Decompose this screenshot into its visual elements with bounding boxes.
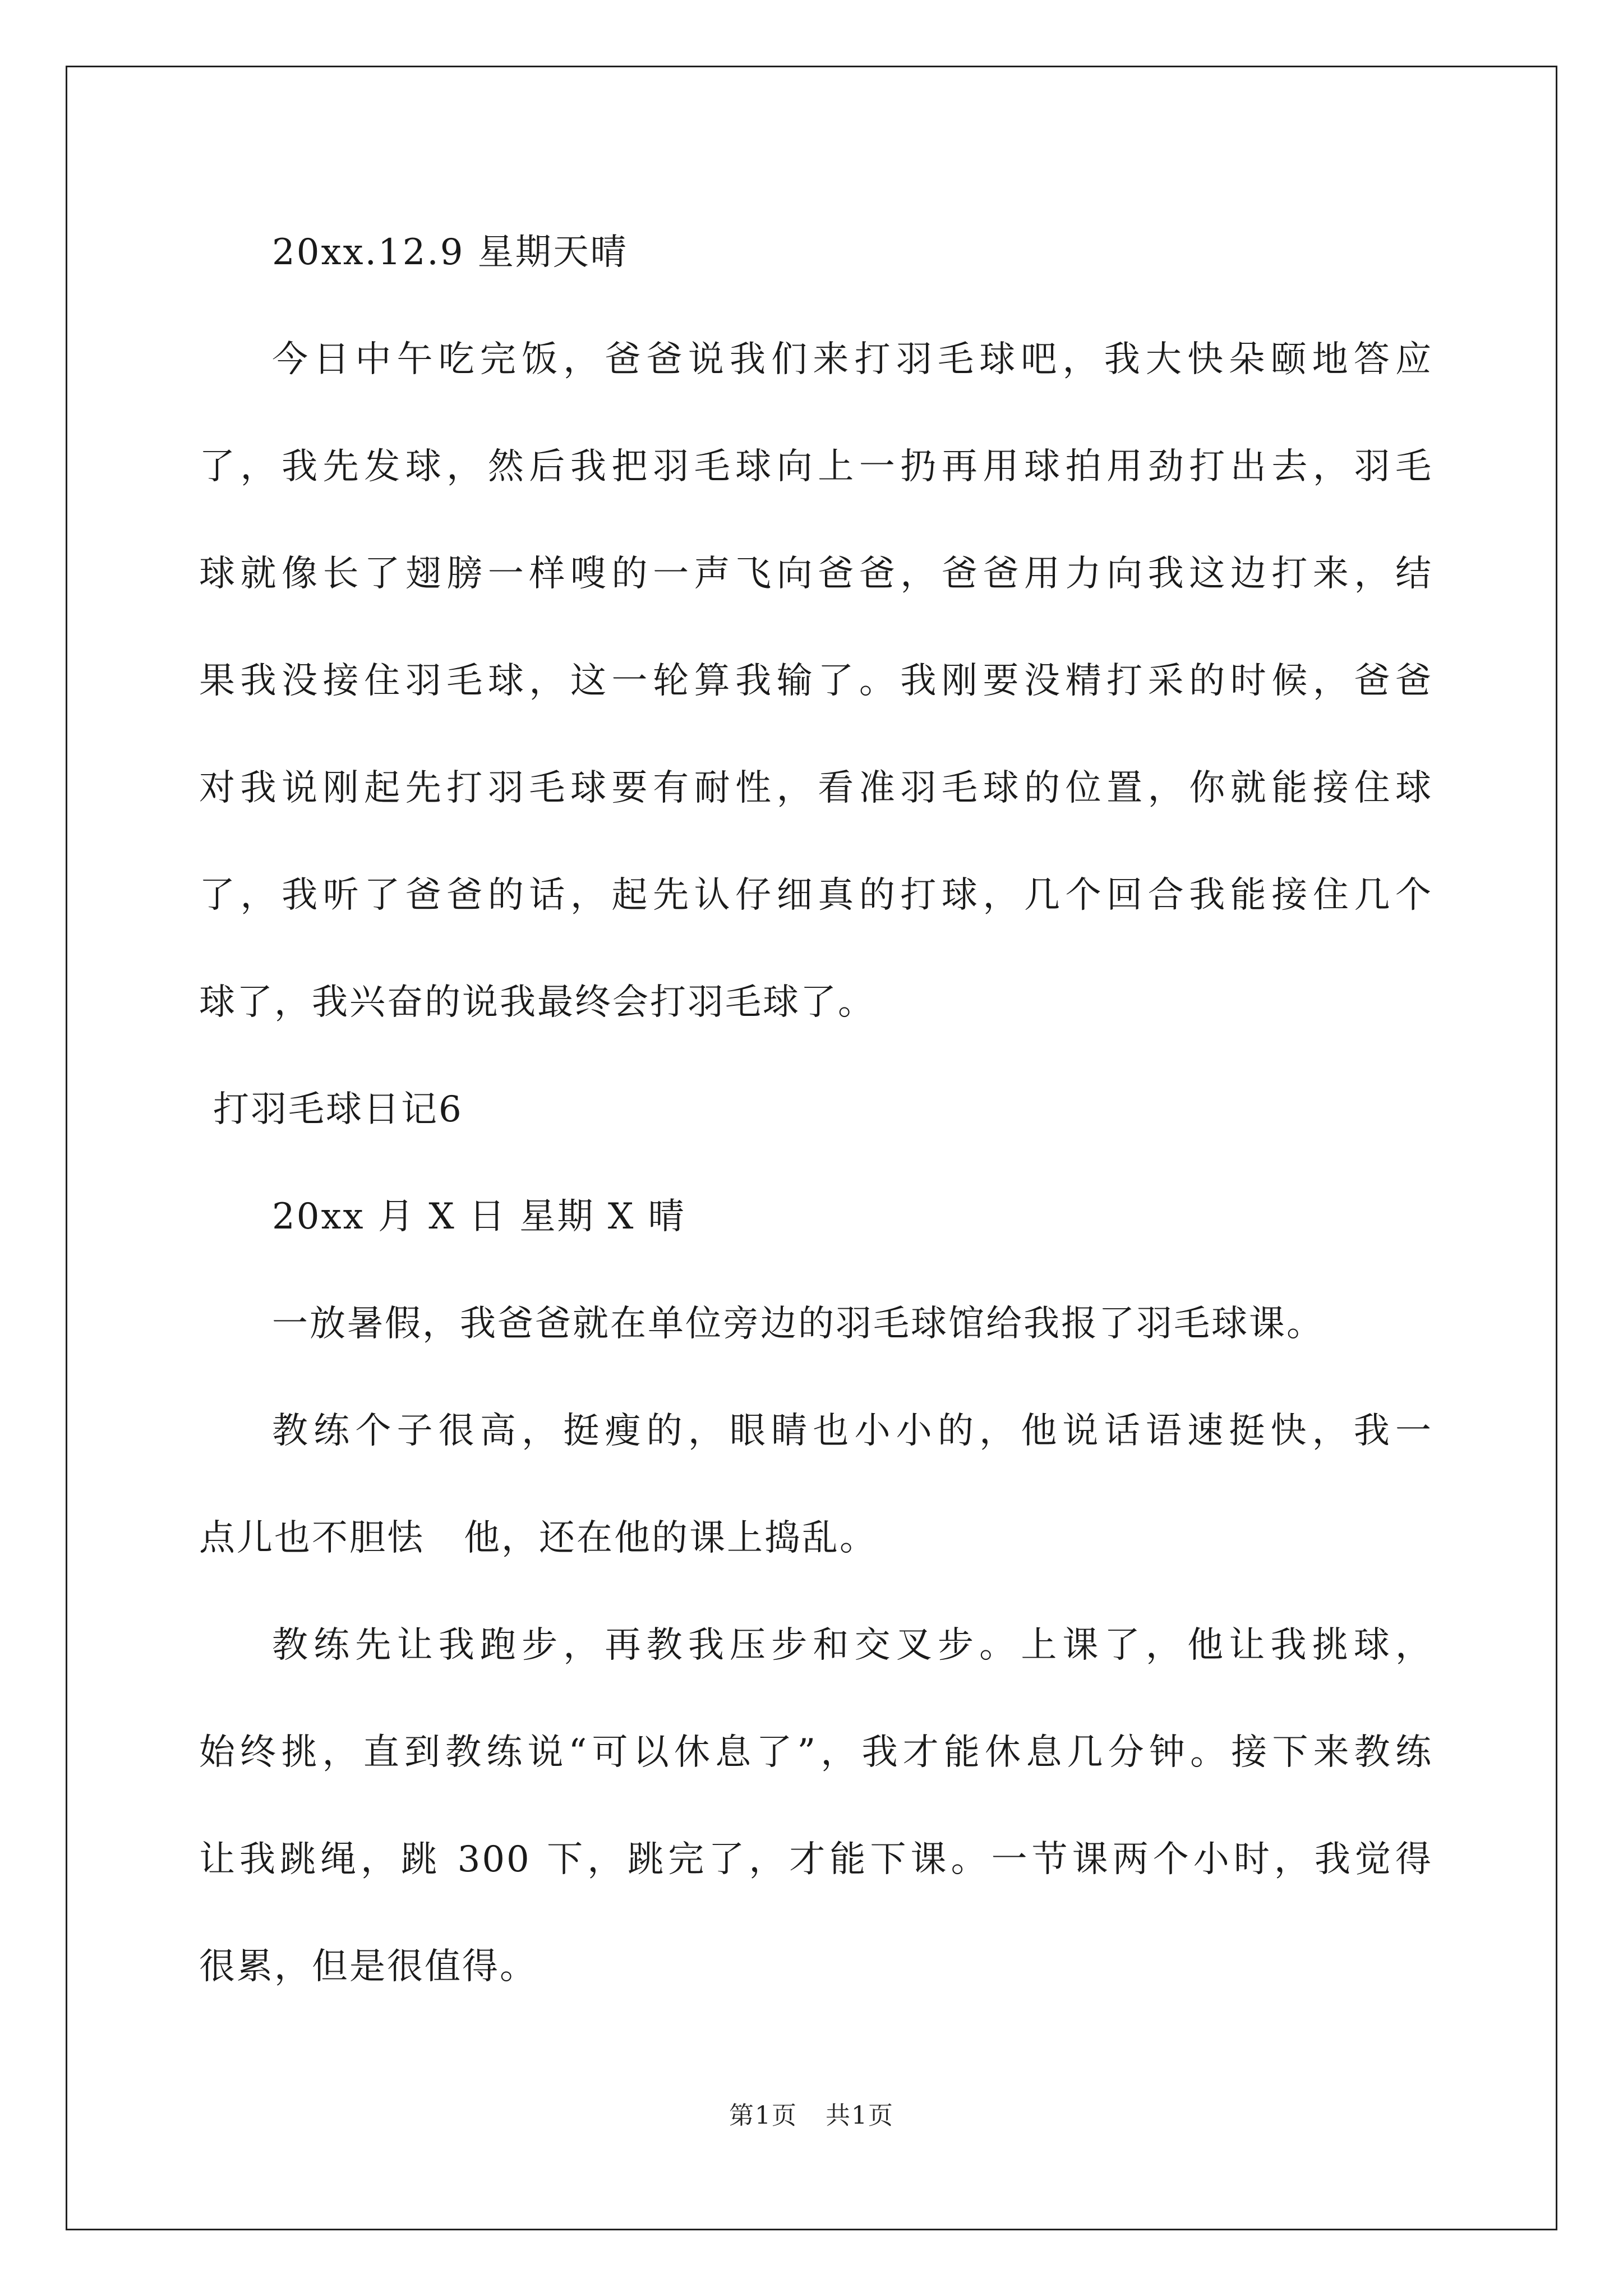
paragraph-line: 球了，我兴奋的说我最终会打羽毛球了。 [199,982,875,1023]
paragraph-line: 一放暑假，我爸爸就在单位旁边的羽毛球馆给我报了羽毛球课。 [272,1303,1324,1345]
page-footer [0,2095,1623,2131]
diary-date-line: 20xx 月 X 日 星期 X 晴 [272,1196,686,1237]
paragraph-line: 对我说刚起先打羽毛球要有耐性，看准羽毛球的位置，你就能接住球 [199,767,1433,809]
paragraph-line: 教练先让我跑步，再教我压步和交叉步。上课了，他让我挑球， [272,1625,1433,1666]
paragraph-line: 球就像长了翅膀一样嗖的一声飞向爸爸，爸爸用力向我这边打来，结 [199,553,1433,595]
page-number-current: 第1页 [729,2101,797,2130]
paragraph-line: 始终挑，直到教练说“可以休息了”，我才能休息几分钟。接下来教练 [199,1732,1433,1773]
paragraph-line: 了，我先发球，然后我把羽毛球向上一扔再用球拍用劲打出去，羽毛 [199,446,1433,487]
paragraph-line: 今日中午吃完饭，爸爸说我们来打羽毛球吧，我大快朵颐地答应 [272,339,1433,380]
paragraph-line: 果我没接住羽毛球，这一轮算我输了。我刚要没精打采的时候，爸爸 [199,660,1433,702]
paragraph-line: 很累，但是很值得。 [199,1946,537,1987]
paragraph-line: 点儿也不胆怯 他，还在他的课上捣乱。 [199,1517,878,1559]
diary-date-line: 20xx.12.9 星期天晴 [272,232,628,273]
paragraph-line: 让我跳绳，跳 300 下，跳完了，才能下课。一节课两个小时，我觉得 [199,1839,1433,1880]
page-number-total: 共1页 [826,2101,894,2130]
paragraph-line: 了，我听了爸爸的话，起先认仔细真的打球，几个回合我能接住几个 [199,875,1433,916]
paragraph-line: 教练个子很高，挺瘦的，眼睛也小小的，他说话语速挺快，我一 [272,1410,1433,1452]
document-body [199,222,1433,2043]
section-heading: 打羽毛球日记6 [213,1089,463,1130]
